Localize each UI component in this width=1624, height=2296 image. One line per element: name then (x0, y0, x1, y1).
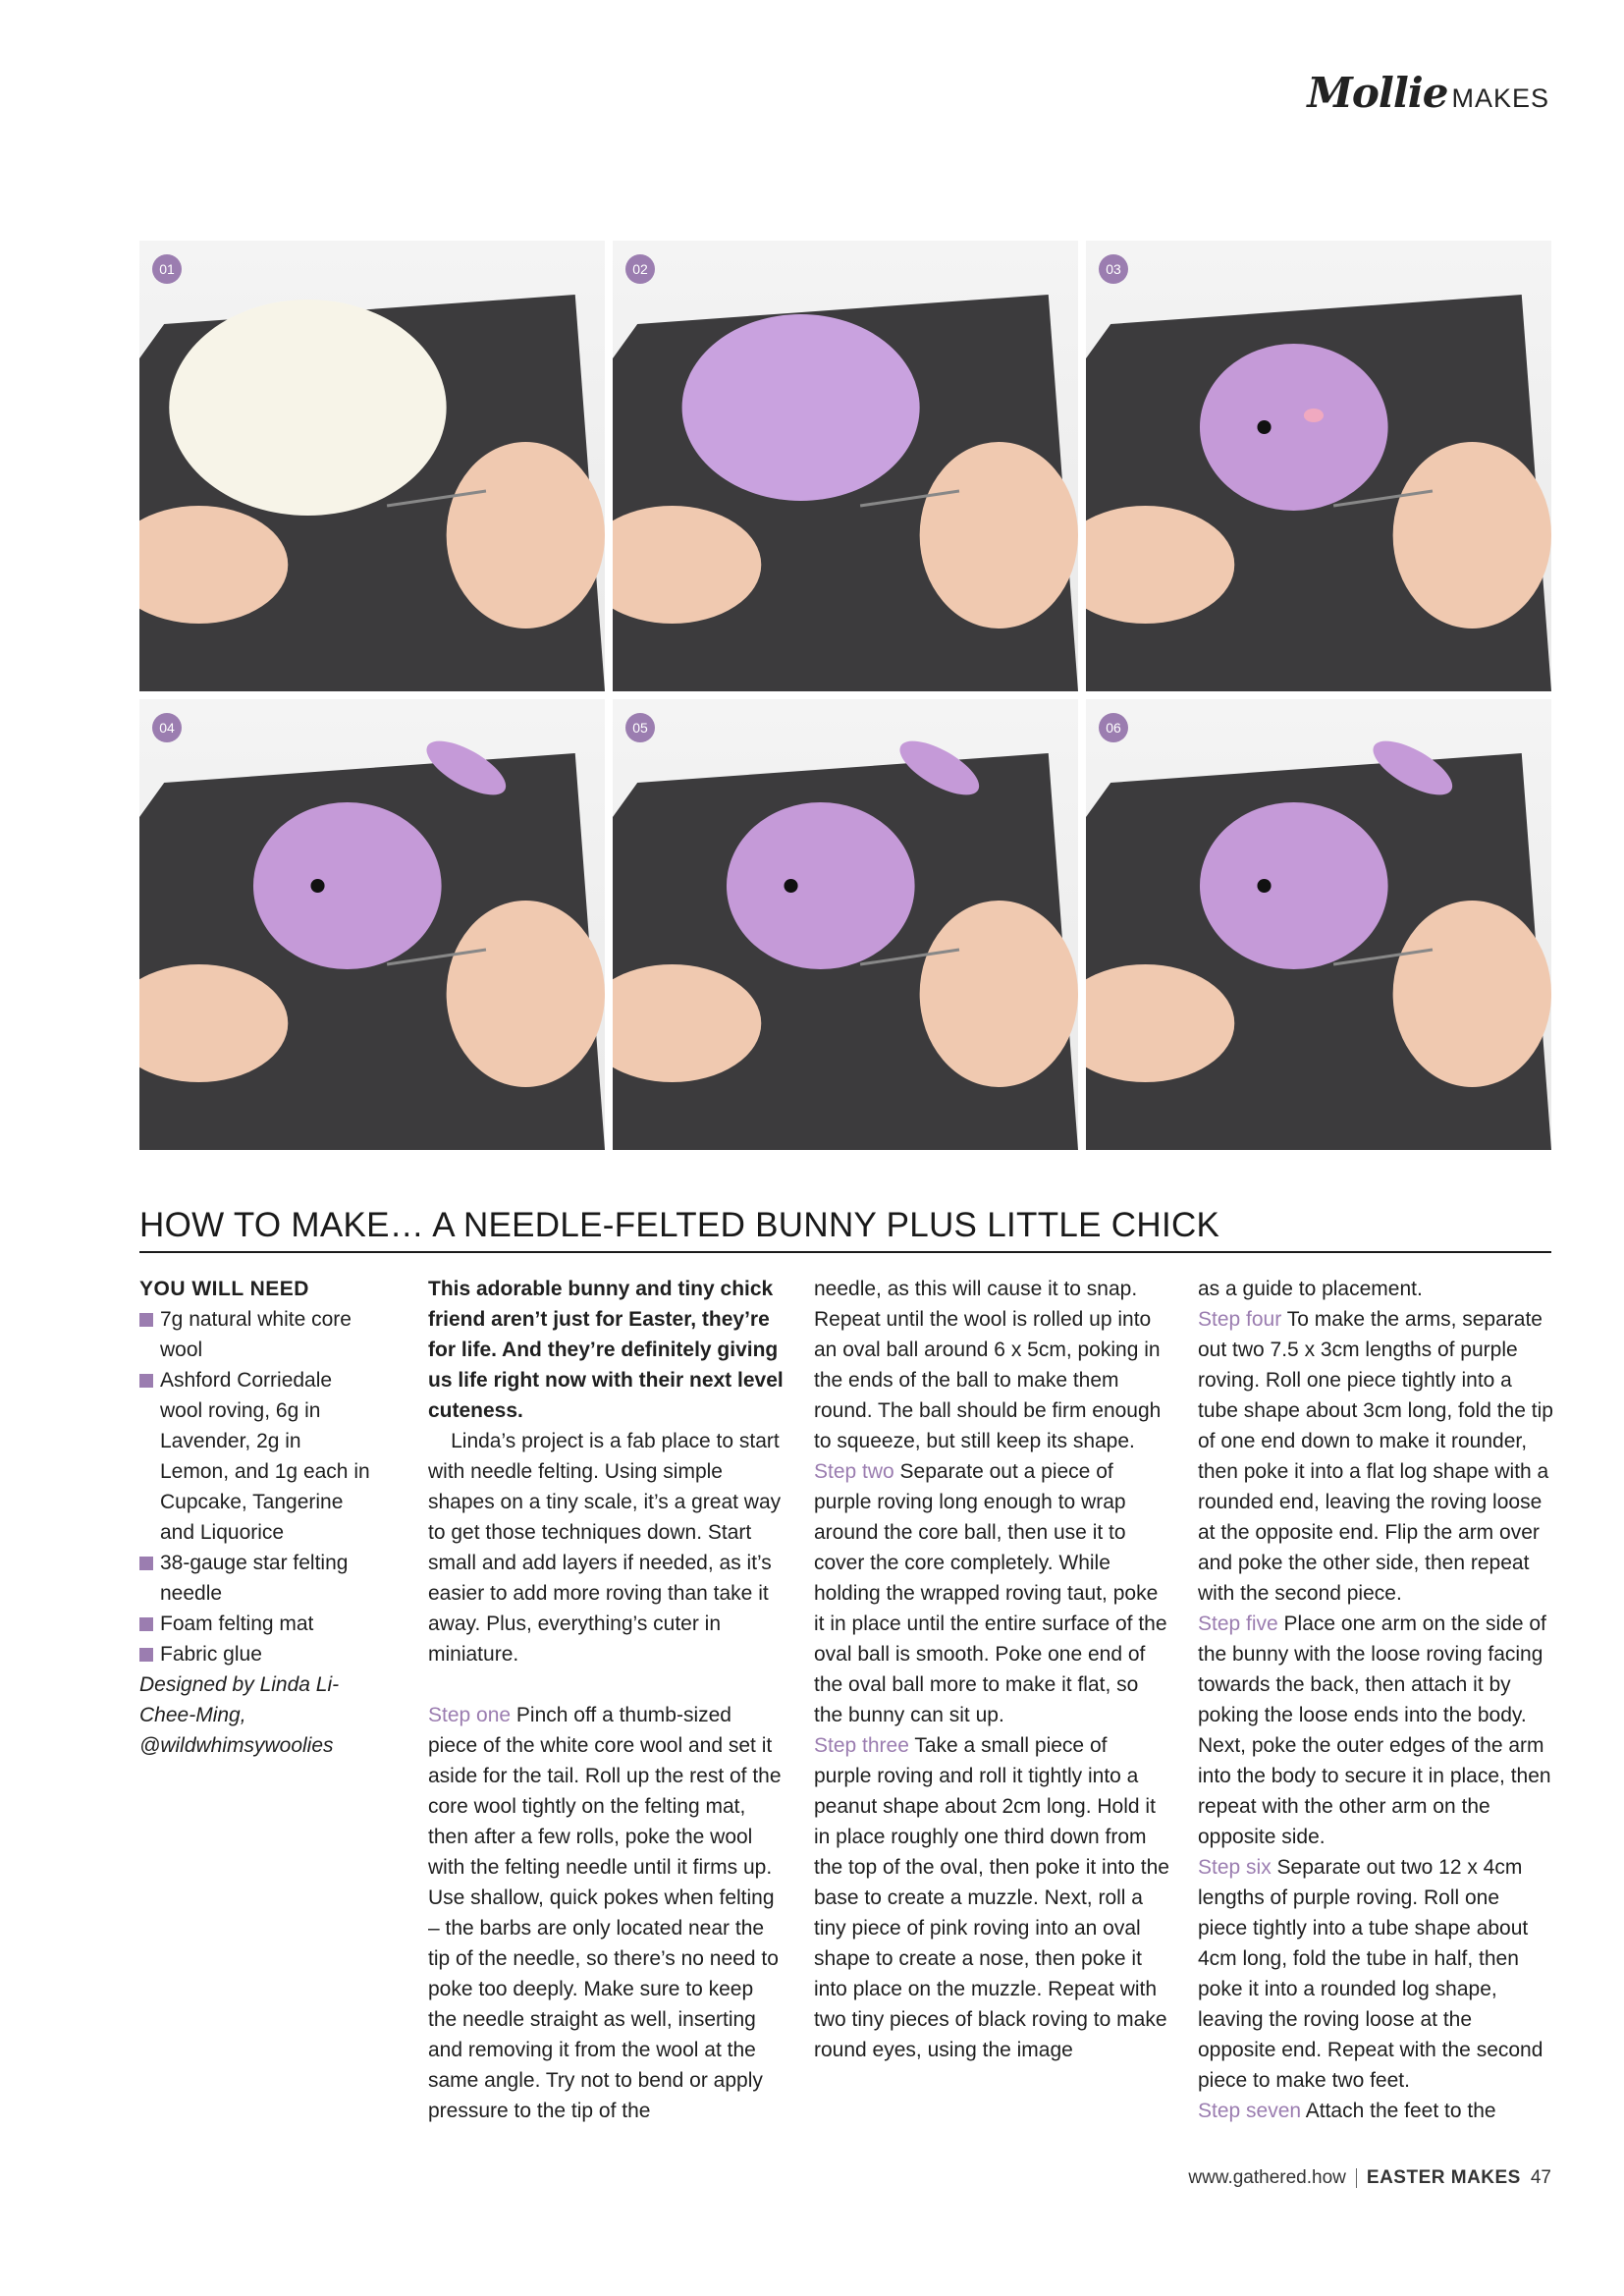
step-seven-paragraph (1198, 2096, 1553, 2126)
right-hand (1393, 901, 1551, 1087)
step-two-label: Step two (814, 1460, 894, 1483)
step-three-label: Step three (814, 1734, 909, 1757)
bunny-eye (310, 879, 324, 893)
step-number-badge: 05 (625, 713, 655, 742)
right-hand (920, 901, 1078, 1087)
step-photo-5-illustration (613, 699, 1078, 1150)
step-one-continued: needle, as this will cause it to snap. Repeat until the wool is rolled up into an oval ball around 6 x 5cm, poking in the ends of the ball to make them round. The ball should be firm enough to squeeze, but still keep its shape. (814, 1278, 1162, 1452)
step-seven-label: Step seven (1198, 2100, 1302, 2122)
step-number-badge: 06 (1099, 713, 1128, 742)
step-six-label: Step six (1198, 1856, 1272, 1879)
page-footer (1188, 2167, 1551, 2189)
footer-divider (1356, 2168, 1357, 2188)
step-photo-3-illustration (1086, 241, 1551, 691)
step-photo-grid (139, 241, 1551, 1150)
you-will-need-title: YOU WILL NEED (139, 1278, 309, 1300)
bunny-body (253, 802, 442, 969)
body-column-2 (814, 1274, 1169, 2065)
step-photo-6 (1086, 699, 1551, 1150)
step-five-text: Place one arm on the side of the bunny with the loose roving facing towards the back, then attach it by poking the loose ends into the body. Next, poke the outer edges of the arm into the body to secure it in place, then repeat with the other arm on the opposite side. (1198, 1613, 1551, 1848)
step-seven-text: Attach the feet to the (1301, 2100, 1496, 2122)
bunny-nose (1304, 409, 1324, 422)
body-column-1 (428, 1274, 784, 2126)
step-three-paragraph (814, 1730, 1169, 2065)
footer-section: EASTER MAKES (1366, 2167, 1521, 2188)
intro-lead: This adorable bunny and tiny chick friend aren’t just for Easter, they’re for life. And they’re definitely giving us life right now with their next level cuteness. (428, 1278, 784, 1422)
materials-item: 7g natural white core wool (139, 1304, 375, 1365)
materials-item: Fabric glue (139, 1639, 375, 1669)
step-number-badge: 04 (152, 713, 182, 742)
brand-script: Mollie (1307, 69, 1448, 117)
bunny-eye (1257, 879, 1271, 893)
step-five-label: Step five (1198, 1613, 1278, 1635)
right-hand (447, 442, 605, 629)
step-number-badge: 03 (1099, 254, 1128, 284)
step-three-continued: as a guide to placement. (1198, 1278, 1423, 1300)
brand-logo (1307, 69, 1549, 117)
article-heading: HOW TO MAKE… A NEEDLE-FELTED BUNNY PLUS LITTLE CHICK (139, 1206, 1551, 1253)
step-photo-1 (139, 241, 605, 691)
step-photo-4 (139, 699, 605, 1150)
step-photo-1-illustration (139, 241, 605, 691)
step-photo-6-illustration (1086, 699, 1551, 1150)
step-photo-2-illustration (613, 241, 1078, 691)
step-one-paragraph (428, 1700, 784, 2126)
step-two-text: Separate out a piece of purple roving long enough to wrap around the core ball, then use it to cover the core completely. While holding the wrapped roving taut, poke it in place until the entire surface of the oval ball is smooth. Poke one end of the oval ball more to make it flat, so the bunny can sit up. (814, 1460, 1167, 1726)
purple-roving (682, 314, 920, 501)
step-photo-5 (613, 699, 1078, 1150)
step-one-text: Pinch off a thumb-sized piece of the white core wool and set it aside for the tail. Roll up the rest of the core wool tightly on the felting mat, then after a few rolls, poke the wool with the felting needle until it firms up. Use shallow, quick pokes when felting – the barbs are only located near the tip of the needle, so there’s no need to poke too deeply. Make sure to keep the needle straight as well, inserting and removing it from the wool at the same angle. Try not to bend or apply pressure to the tip of the (428, 1704, 782, 2122)
page-number: 47 (1530, 2167, 1551, 2188)
step-number-badge: 02 (625, 254, 655, 284)
step-four-label: Step four (1198, 1308, 1282, 1331)
step-four-paragraph (1198, 1304, 1553, 1609)
intro-body: Linda’s project is a fab place to start with needle felting. Using simple shapes on a tiny scale, it’s a great way to get those techniques down. Start small and add layers if needed, as it’s easier to add more roving than take it away. Plus, everything’s cuter in miniature. (428, 1430, 782, 1666)
step-one-label: Step one (428, 1704, 512, 1726)
materials-column (139, 1274, 375, 1761)
step-photo-2 (613, 241, 1078, 691)
step-two-paragraph (814, 1456, 1169, 1730)
step-four-text: To make the arms, separate out two 7.5 x 3cm lengths of purple roving. Roll one piece tightly into a tube shape about 3cm long, fold the tip of one end down to make it rounder, then poke it into a flat log shape with a rounded end, leaving the roving loose at the opposite end. Flip the arm over and poke the other side, then repeat with the second piece. (1198, 1308, 1553, 1605)
white-core-wool (169, 300, 446, 516)
materials-list (139, 1304, 375, 1669)
bunny-eye (784, 879, 797, 893)
materials-item: Foam felting mat (139, 1609, 375, 1639)
bunny-eye (1257, 420, 1271, 434)
designer-credit: Designed by Linda Li-Chee-Ming, @wildwhimsywoolies (139, 1673, 340, 1757)
bunny-body (1200, 802, 1388, 969)
brand-makes: MAKES (1451, 83, 1549, 113)
bunny-body (1200, 344, 1388, 511)
step-six-paragraph (1198, 1852, 1553, 2096)
materials-item: 38-gauge star felting needle (139, 1548, 375, 1609)
step-photo-4-illustration (139, 699, 605, 1150)
materials-item: Ashford Corriedale wool roving, 6g in Lavender, 2g in Lemon, and 1g each in Cupcake, Tangerine and Liquorice (139, 1365, 375, 1548)
bunny-body (727, 802, 915, 969)
right-hand (920, 442, 1078, 629)
right-hand (1393, 442, 1551, 629)
step-five-paragraph (1198, 1609, 1553, 1852)
step-six-text: Separate out two 12 x 4cm lengths of purple roving. Roll one piece tightly into a tube shape about 4cm long, fold the tube in half, then poke it into a rounded log shape, leaving the roving loose at the opposite end. Repeat with the second piece to make two feet. (1198, 1856, 1543, 2092)
right-hand (447, 901, 605, 1087)
step-photo-3 (1086, 241, 1551, 691)
footer-url: www.gathered.how (1188, 2167, 1346, 2188)
step-number-badge: 01 (152, 254, 182, 284)
body-column-3 (1198, 1274, 1553, 2126)
step-three-text: Take a small piece of purple roving and roll it tightly into a peanut shape about 2cm long. Hold it in place roughly one third down from the top of the oval, then poke it into the base to create a muzzle. Next, roll a tiny piece of pink roving into an oval shape to create a nose, then poke it into place on the muzzle. Repeat with two tiny pieces of black roving to make round eyes, using the image (814, 1734, 1169, 2061)
